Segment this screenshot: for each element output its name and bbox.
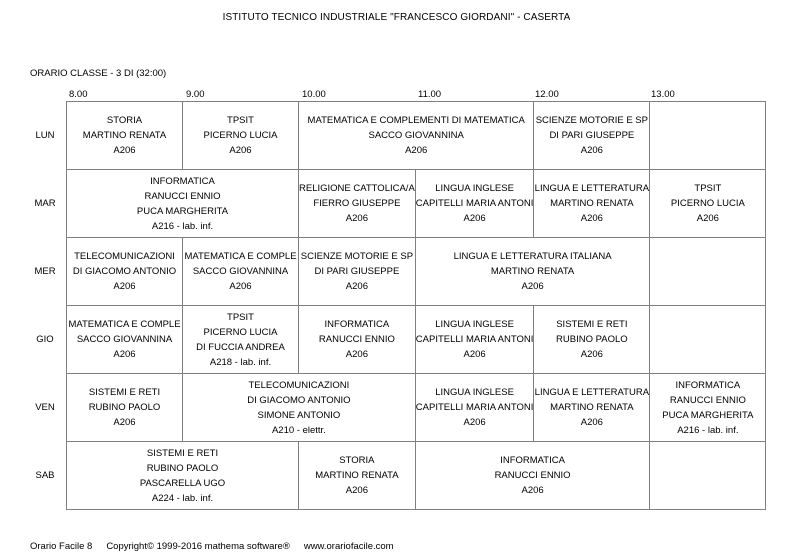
lesson-detail: A206 [580, 213, 603, 224]
lesson-detail: A224 - lab. inf. [151, 492, 214, 504]
lesson-subject: MATEMATICA E COMPLE [184, 251, 297, 262]
lesson-detail: A206 [580, 417, 603, 428]
lesson-detail: RUBINO PAOLO [88, 402, 161, 413]
lesson-cell [299, 238, 416, 306]
footer-copyright: Copyright© 1999-2016 mathema software® [106, 541, 290, 552]
lesson-cell [67, 238, 183, 306]
lesson-detail: A206 [405, 145, 428, 156]
lesson-detail: A206 [463, 349, 486, 360]
lesson-detail: DI PARI GIUSEPPE [314, 266, 400, 277]
lesson-detail: SACCO GIOVANNINA [76, 334, 173, 345]
lesson-detail: A206 [345, 349, 368, 360]
lesson-detail: A206 [113, 281, 136, 292]
lesson-cell [67, 170, 299, 238]
lesson-detail: RANUCCI ENNIO [144, 190, 221, 202]
day-label: MAR [34, 198, 56, 209]
lesson-detail: A216 - lab. inf. [151, 220, 214, 232]
footer-product: Orario Facile 8 [30, 541, 93, 552]
empty-cell [650, 238, 766, 306]
timetable-grid [66, 101, 766, 510]
empty-cell [650, 102, 766, 170]
lesson-subject: INFORMATICA [150, 175, 215, 187]
lesson-subject: TPSIT [227, 311, 254, 323]
lesson-cell [67, 306, 183, 374]
day-label: GIO [36, 334, 54, 345]
empty-cell [650, 306, 766, 374]
lesson-detail: FIERRO GIUSEPPE [313, 198, 401, 209]
lesson-detail: A206 [580, 349, 603, 360]
lesson-subject: STORIA [106, 115, 143, 126]
lesson-detail: DI PARI GIUSEPPE [549, 130, 635, 141]
lesson-cell [415, 170, 534, 238]
lesson-detail: A206 [521, 281, 544, 292]
lesson-cell [299, 306, 416, 374]
lesson-subject: INFORMATICA [500, 455, 565, 466]
lesson-detail: RUBINO PAOLO [146, 462, 219, 474]
lesson-subject: MATEMATICA E COMPLEMENTI DI MATEMATICA [307, 115, 525, 126]
hour-label: 10.00 [302, 89, 326, 100]
lesson-detail: MARTINO RENATA [490, 266, 575, 277]
lesson-cell [299, 102, 534, 170]
hour-label: 12.00 [535, 89, 559, 100]
lesson-detail: A206 [345, 485, 368, 496]
lesson-subject: TPSIT [694, 183, 722, 194]
lesson-detail: A206 [229, 145, 252, 156]
lesson-subject: LINGUA INGLESE [435, 183, 514, 194]
lesson-detail: MARTINO RENATA [550, 198, 634, 209]
lesson-detail: A206 [113, 417, 136, 428]
lesson-detail: PUCA MARGHERITA [136, 205, 229, 217]
day-row [67, 442, 766, 510]
footer-website: www.orariofacile.com [303, 541, 394, 552]
lesson-subject: SCIENZE MOTORIE E SP [300, 251, 414, 262]
lesson-detail: PICERNO LUCIA [203, 326, 278, 338]
lesson-detail: CAPITELLI MARIA ANTONI [415, 198, 534, 209]
lesson-detail: A206 [345, 213, 368, 224]
lesson-detail: RUBINO PAOLO [556, 334, 628, 345]
lesson-cell [183, 238, 299, 306]
lesson-detail: RANUCCI ENNIO [318, 334, 395, 345]
lesson-cell [534, 170, 650, 238]
lesson-cell [299, 170, 416, 238]
lesson-cell [67, 102, 183, 170]
lesson-cell [650, 170, 766, 238]
lesson-detail: A206 [113, 349, 136, 360]
lesson-cell [534, 102, 650, 170]
lesson-detail: PUCA MARGHERITA [662, 409, 754, 421]
lesson-cell [650, 374, 766, 442]
empty-cell [650, 442, 766, 510]
lesson-detail: SACCO GIOVANNINA [368, 130, 464, 141]
lesson-subject: LINGUA E LETTERATURA [534, 387, 650, 398]
lesson-cell [534, 306, 650, 374]
lesson-subject: LINGUA E LETTERATURA [534, 183, 650, 194]
lesson-cell [67, 374, 183, 442]
lesson-subject: SISTEMI E RETI [146, 447, 219, 459]
hour-label: 9.00 [186, 89, 205, 100]
lesson-subject: MATEMATICA E COMPLE [68, 319, 181, 330]
lesson-detail: CAPITELLI MARIA ANTONI [415, 402, 534, 413]
lesson-subject: RELIGIONE CATTOLICA/A [299, 183, 415, 194]
lesson-detail: SACCO GIOVANNINA [192, 266, 289, 277]
day-row [67, 102, 766, 170]
lesson-cell [415, 374, 534, 442]
lesson-subject: TELECOMUNICAZIONI [74, 251, 175, 262]
lesson-cell [415, 238, 650, 306]
school-title: ISTITUTO TECNICO INDUSTRIALE "FRANCESCO GIORDANI" - CASERTA [222, 12, 571, 23]
lesson-detail: A218 - lab. inf. [209, 356, 272, 368]
day-label: LUN [35, 130, 55, 141]
lesson-detail: PASCARELLA UGO [139, 477, 226, 489]
day-label: MER [34, 266, 56, 277]
lesson-subject: TPSIT [227, 115, 254, 126]
lesson-cell [183, 374, 416, 442]
lesson-detail: CAPITELLI MARIA ANTONI [415, 334, 534, 345]
lesson-detail: A206 [463, 417, 486, 428]
lesson-detail: DI GIACOMO ANTONIO [247, 394, 351, 406]
lesson-subject: SISTEMI E RETI [556, 319, 628, 330]
lesson-subject: LINGUA INGLESE [435, 319, 514, 330]
lesson-detail: RANUCCI ENNIO [669, 394, 746, 406]
lesson-detail: MARTINO RENATA [82, 130, 167, 141]
day-row [67, 238, 766, 306]
day-label: SAB [35, 470, 55, 481]
hour-label: 11.00 [418, 89, 442, 100]
lesson-detail: RANUCCI ENNIO [494, 470, 571, 481]
lesson-subject: INFORMATICA [675, 379, 741, 391]
lesson-cell [183, 102, 299, 170]
hour-label: 8.00 [69, 89, 88, 100]
lesson-subject: SCIENZE MOTORIE E SP [535, 115, 648, 126]
lesson-subject: LINGUA INGLESE [435, 387, 514, 398]
footer [30, 541, 408, 552]
lesson-subject: TELECOMUNICAZIONI [248, 379, 350, 391]
lesson-detail: MARTINO RENATA [315, 470, 399, 481]
lesson-cell [183, 306, 299, 374]
lesson-subject: INFORMATICA [324, 319, 390, 330]
lesson-detail: PICERNO LUCIA [203, 130, 278, 141]
lesson-detail: A206 [463, 213, 486, 224]
lesson-detail: DI GIACOMO ANTONIO [72, 266, 177, 277]
lesson-subject: SISTEMI E RETI [88, 387, 161, 398]
lesson-detail: A206 [696, 213, 719, 224]
lesson-detail: MARTINO RENATA [550, 402, 634, 413]
lesson-cell [67, 442, 299, 510]
lesson-detail: A216 - lab. inf. [677, 424, 739, 436]
lesson-detail: A206 [229, 281, 252, 292]
class-label: ORARIO CLASSE - 3 DI (32:00) [30, 68, 167, 79]
lesson-detail: A206 [113, 145, 136, 156]
lesson-subject: LINGUA E LETTERATURA ITALIANA [453, 251, 612, 262]
lesson-detail: PICERNO LUCIA [670, 198, 745, 209]
day-row [67, 306, 766, 374]
lesson-cell [415, 442, 650, 510]
lesson-subject: STORIA [339, 455, 375, 466]
hour-label: 13.00 [651, 89, 675, 100]
day-row [67, 374, 766, 442]
lesson-detail: A206 [521, 485, 544, 496]
lesson-cell [415, 306, 534, 374]
lesson-detail: SIMONE ANTONIO [257, 409, 341, 421]
day-row [67, 170, 766, 238]
lesson-cell [534, 374, 650, 442]
lesson-detail: DI FUCCIA ANDREA [196, 341, 285, 353]
lesson-detail: A206 [580, 145, 603, 156]
lesson-detail: A206 [345, 281, 368, 292]
lesson-cell [299, 442, 416, 510]
day-label: VEN [35, 402, 55, 413]
lesson-detail: A210 - elettr. [271, 424, 326, 436]
